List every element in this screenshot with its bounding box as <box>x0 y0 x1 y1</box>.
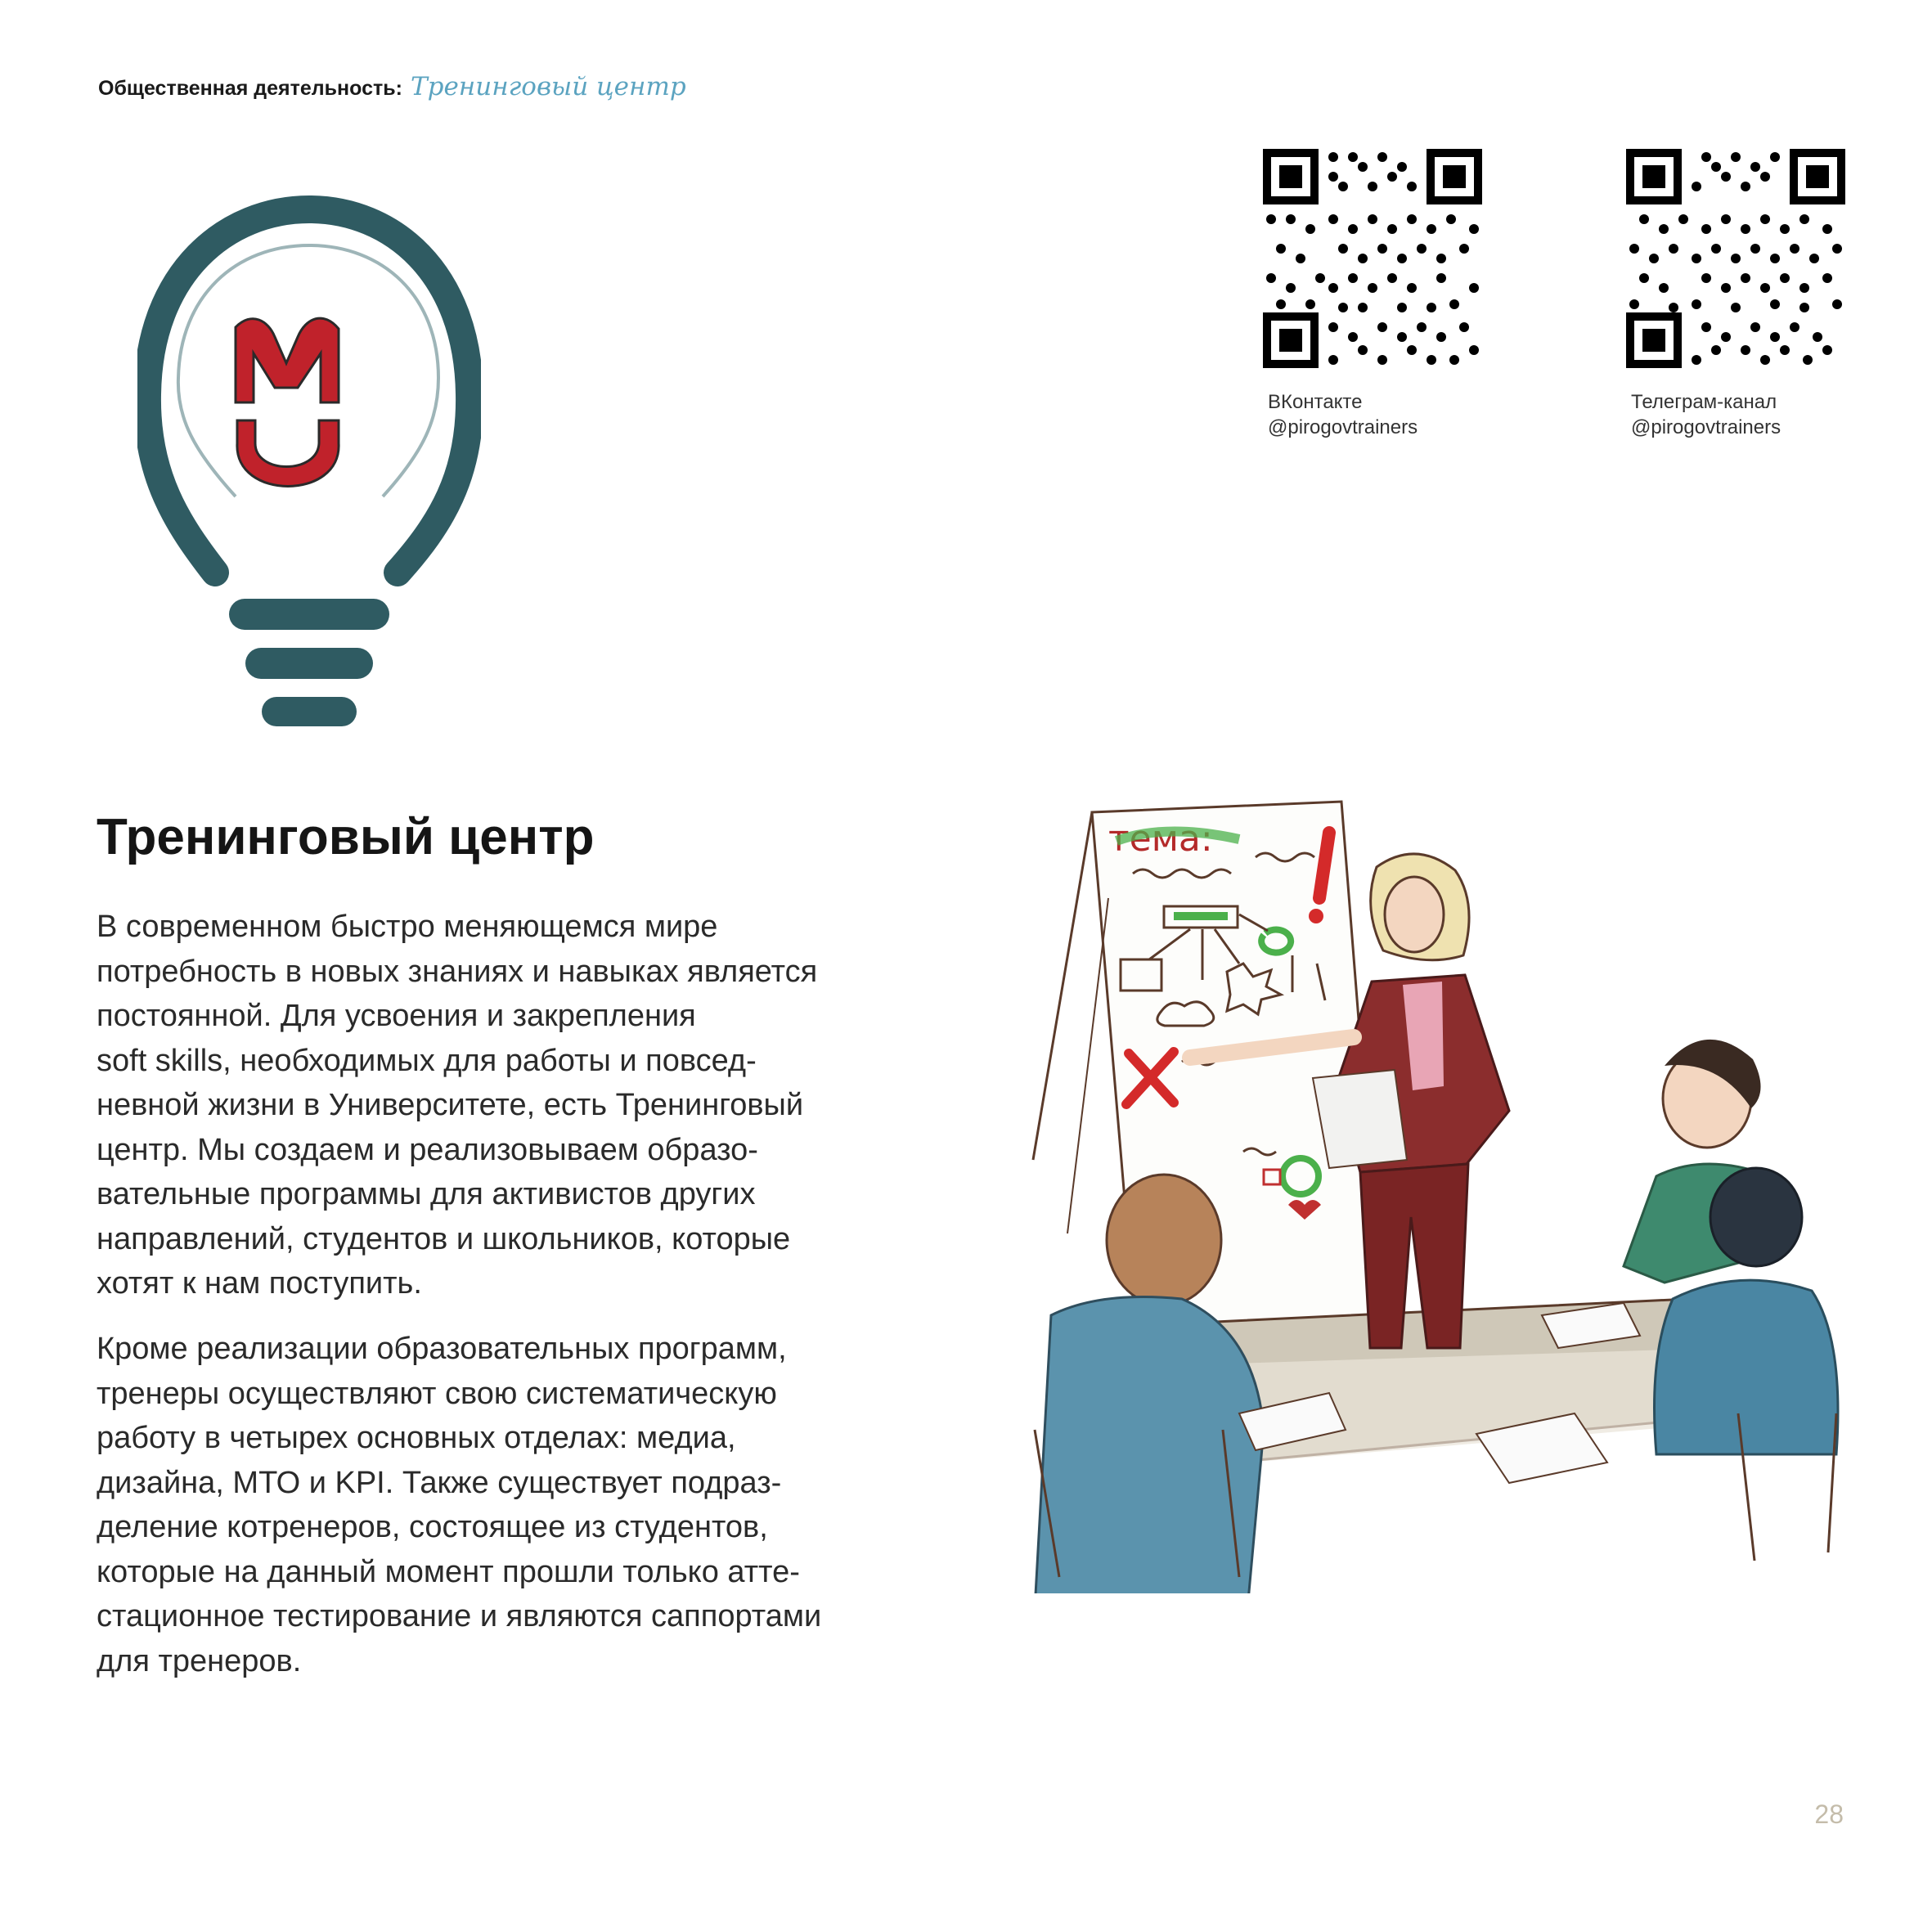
vk-network-label: ВКонтакте <box>1268 391 1363 413</box>
lightbulb-logo-icon <box>137 173 481 738</box>
paragraph-departments <box>97 1327 980 1683</box>
paragraph-line: хотят к нам поступить. <box>97 1266 422 1301</box>
telegram-handle[interactable]: @pirogovtrainers <box>1631 416 1781 438</box>
paragraph-line: Кроме реализации образовательных программ, <box>97 1332 787 1366</box>
telegram-caption <box>1631 389 1781 440</box>
paragraph-intro <box>97 905 980 1306</box>
vk-caption <box>1268 389 1418 440</box>
paragraph-line: дизайна, МТО и KPI. Также существует подраз- <box>97 1465 782 1500</box>
paragraph-line: центр. Мы создаем и реализовываем образо- <box>97 1132 758 1167</box>
paragraph-line: деление котренеров, состоящее из студентов, <box>97 1510 768 1544</box>
page-header <box>98 72 686 101</box>
paragraph-line: вательные программы для активистов других <box>97 1177 756 1211</box>
qr-code-icon <box>1263 149 1482 368</box>
subsection-label: Тренинговый центр <box>410 72 686 101</box>
training-session-illustration <box>1018 792 1869 1593</box>
paragraph-line: для тренеров. <box>97 1643 302 1678</box>
page-title: Тренинговый центр <box>97 809 595 865</box>
paragraph-line: невной жизни в Университете, есть Тренинговый <box>97 1088 804 1122</box>
paragraph-line: потребность в новых знаниях и навыках является <box>97 954 818 989</box>
paragraph-line: работу в четырех основных отделах: медиа, <box>97 1421 736 1455</box>
vk-handle[interactable]: @pirogovtrainers <box>1268 416 1418 438</box>
paragraph-line: тренеры осуществляют свою систематическую <box>97 1376 777 1411</box>
paragraph-line: постоянной. Для усвоения и закрепления <box>97 999 696 1033</box>
paragraph-line: направлений, студентов и школьников, которые <box>97 1221 791 1256</box>
paragraph-line: стационное тестирование и являются саппортами <box>97 1599 822 1633</box>
page-number: 28 <box>1814 1799 1844 1829</box>
qr-code-icon <box>1626 149 1845 368</box>
paragraph-line: soft skills, необходимых для работы и повсед- <box>97 1043 757 1078</box>
paragraph-line: которые на данный момент прошли только атте- <box>97 1554 800 1589</box>
flipchart-heading: тема: <box>1108 818 1213 860</box>
telegram-network-label: Телеграм-канал <box>1631 391 1777 413</box>
paragraph-line: В современном быстро меняющемся мире <box>97 910 718 944</box>
section-label: Общественная деятельность: <box>98 77 402 100</box>
